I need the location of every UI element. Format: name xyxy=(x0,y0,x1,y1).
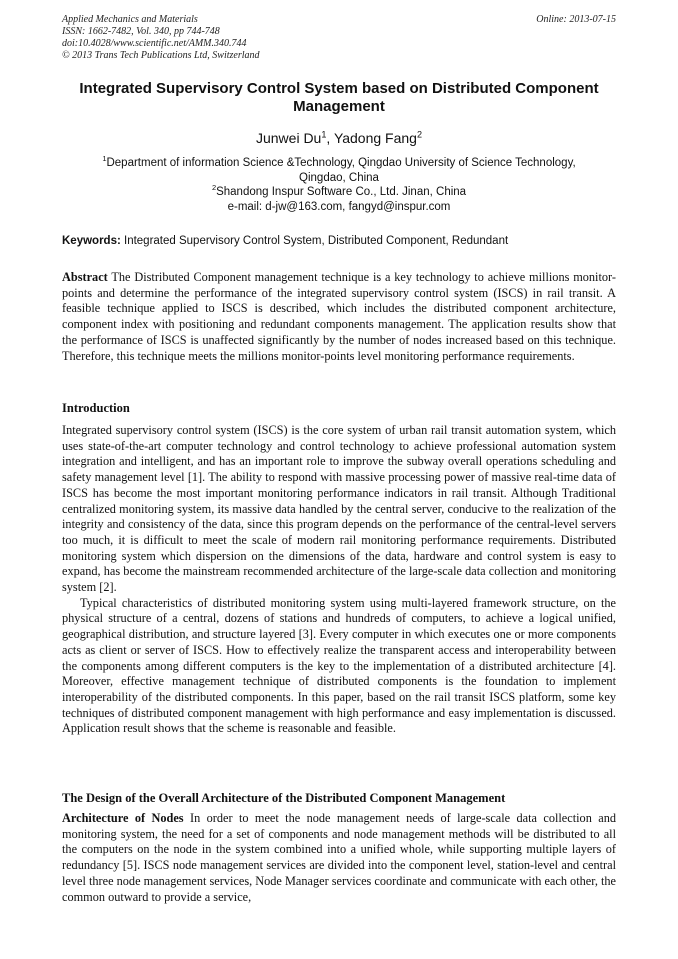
author-line xyxy=(62,130,616,146)
keywords xyxy=(62,235,616,247)
author-name: Junwei Du xyxy=(255,130,322,146)
affil-mark: 2 xyxy=(211,183,217,193)
author-name: Yadong Fang xyxy=(333,130,417,146)
section-heading-design: The Design of the Overall Architecture of the Distributed Component Management xyxy=(62,791,506,805)
journal-name: Applied Mechanics and Materials xyxy=(62,14,198,25)
author-separator: , xyxy=(326,130,334,146)
journal-header xyxy=(62,14,616,62)
affiliation-2 xyxy=(62,185,616,200)
affil-text: Shandong Inspur Software Co., Ltd. Jinan, China xyxy=(216,186,467,198)
subsection-lead: Architecture of Nodes xyxy=(62,811,184,825)
keywords-label: Keywords: xyxy=(62,235,121,247)
paragraph: Integrated supervisory control system (ISCS) is the core system of urban rail transit automation system, which uses state-of-the-art computer technology and control technology to achieve professional automation system integration and intelligent, and has an important role to improve the subway overall operations scheduling and safety management level [1]. The ability to respond with massive processing power of massive real-time data of ISCS has become the most important monitoring performance indicators in rail transit. Although Traditional centralized monitoring system, its massive data handled by the central server, conducive to the realization of the integrity and consistency of the data, since this program depends on the performance of the central-level servers too much, it is difficult to meet the scale of modern rail monitoring performance requirements. Distributed monitoring system which dispersion on the dimensions of the data, hardware and control system is easy to expand, has become the mainstream recommended architecture of the large-scale data collection and monitoring system [2]. xyxy=(62,423,616,595)
copyright-line: © 2013 Trans Tech Publications Ltd, Switzerland xyxy=(62,50,260,61)
paragraph: In order to meet the node management needs of large-scale data collection and monitoring system, the need for a set of components and node management methods will be distributed to all the computers on the node in the system combined into a unified whole, while supporting multiple layers of redundancy [5]. ISCS node management services are divided into the component level, station-level and central level three node management services, Node Manager services coordinate and communicate with each other, the common outward to provide a service, xyxy=(62,811,617,904)
affiliation-1-city: Qingdao, China xyxy=(299,171,379,184)
architecture-body xyxy=(62,811,616,905)
paragraph: Typical characteristics of distributed monitoring system using multi-layered framework structure, on the physical structure of a central, dozens of stations and hundreds of computers, to achieve a logical unified, geographical distribution, and structure layered [3]. Every computer in which executes one or more components acts as client or server of ISCS. How to effectively realize the transparent access and interoperability between the components among different computers is the key to the implementation of a distributed architecture [4]. Moreover, effective management technique of distributed components is the foundation to implement interoperability of the distributed components. In this paper, based on the rail transit ISCS platform, some key techniques of distributed component management with high performance and easy implementation is discussed. Application result shows that the scheme is reasonable and feasible. xyxy=(62,595,616,736)
abstract-label: Abstract xyxy=(62,270,108,284)
abstract xyxy=(62,270,616,364)
abstract-text: The Distributed Component management technique is a key technology to achieve millions monitor-points and determine the performance of the integrated supervisory control system (ISCS) in rail transit. A feasible technique applied to ISCS is described, which includes the distributed component architecture, component index with positioning and redundant components management. The application results show that the performance of ISCS is unaffected significantly by the number of nodes increased based on this technique. Therefore, this technique meets the millions monitor-points level monitoring performance requirements. xyxy=(62,270,616,363)
affiliation-1 xyxy=(62,156,616,171)
author-affil-mark: 2 xyxy=(416,129,423,140)
email-line: e-mail: d-jw@163.com, fangyd@inspur.com xyxy=(227,200,451,213)
online-date: Online: 2013-07-15 xyxy=(536,14,616,25)
affiliations xyxy=(62,156,616,214)
affil-mark: 1 xyxy=(102,154,107,164)
introduction-body xyxy=(62,423,616,737)
section-heading-introduction: Introduction xyxy=(62,401,130,415)
author-affil-mark: 1 xyxy=(321,129,327,140)
keywords-text: Integrated Supervisory Control System, Distributed Component, Redundant xyxy=(124,235,509,247)
issn-line: ISSN: 1662-7482, Vol. 340, pp 744-748 xyxy=(62,26,220,37)
affil-text: Department of information Science &Technology, Qingdao University of Science Technology, xyxy=(106,157,576,169)
doi-line: doi:10.4028/www.scientific.net/AMM.340.744 xyxy=(62,38,247,49)
paper-title: Integrated Supervisory Control System based on Distributed Component Management xyxy=(79,80,599,115)
